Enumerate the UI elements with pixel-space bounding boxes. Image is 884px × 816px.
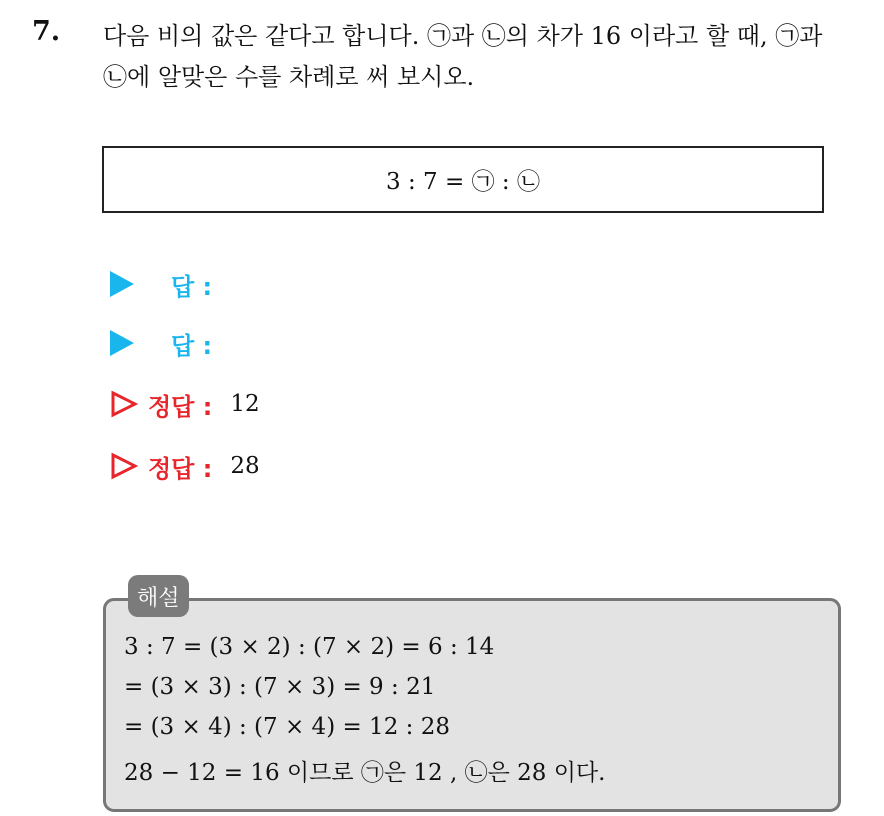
explanation-line-2: = (3 × 3) : (7 × 3) = 9 : 21 bbox=[124, 674, 436, 700]
question-text-line-2: ㉡에 알맞은 수를 차례로 써 보시오. bbox=[103, 63, 475, 91]
question-number: 7. bbox=[32, 16, 61, 47]
answer-label: 답 : bbox=[171, 272, 213, 301]
play-triangle-filled-icon bbox=[110, 271, 134, 297]
formula-box bbox=[102, 146, 824, 213]
explanation-tag: 해설 bbox=[128, 575, 189, 617]
correct-answer-value: 12 bbox=[230, 391, 260, 417]
play-triangle-outline-icon bbox=[110, 390, 138, 418]
correct-answer-row-2 bbox=[110, 448, 260, 484]
correct-answer-label: 정답 : bbox=[148, 454, 213, 483]
question-text-line-1: 다음 비의 값은 같다고 합니다. ㉠과 ㉡의 차가 16 이라고 할 때, ㉠과 bbox=[103, 22, 823, 50]
correct-answer-value: 28 bbox=[230, 453, 260, 479]
answer-row-1 bbox=[110, 266, 212, 302]
play-triangle-outline-icon bbox=[110, 452, 138, 480]
answer-row-2 bbox=[110, 325, 212, 361]
explanation-line-4: 28 − 12 = 16 이므로 ㉠은 12 , ㉡은 28 이다. bbox=[124, 760, 606, 786]
correct-answer-label: 정답 : bbox=[148, 392, 213, 421]
explanation-line-3: = (3 × 4) : (7 × 4) = 12 : 28 bbox=[124, 714, 450, 740]
formula-text: 3 : 7 = ㉠ : ㉡ bbox=[386, 169, 540, 195]
answer-label: 답 : bbox=[171, 331, 213, 360]
explanation-line-1: 3 : 7 = (3 × 2) : (7 × 2) = 6 : 14 bbox=[124, 634, 495, 660]
correct-answer-row-1 bbox=[110, 386, 260, 422]
play-triangle-filled-icon bbox=[110, 330, 134, 356]
